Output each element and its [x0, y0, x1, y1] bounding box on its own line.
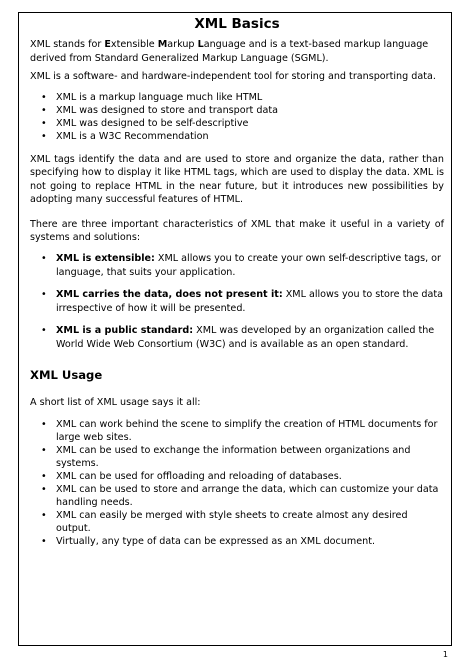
page-title: XML Basics: [194, 16, 280, 32]
basics-list: [30, 91, 444, 143]
list-item: • XML is a markup language much like HTML: [30, 91, 444, 104]
list-item: • XML can work behind the scene to simplify the creation of HTML documents for large web sites.: [30, 418, 444, 444]
characteristic-term: XML is extensible:: [56, 252, 155, 264]
intro-text-2: xtensible: [110, 39, 158, 50]
intro-cap-e: E: [104, 39, 111, 50]
document-body: [30, 16, 444, 548]
page-number: 1: [442, 650, 448, 659]
list-item: • XML was designed to be self-descriptive: [30, 117, 444, 130]
list-item: • XML can be used to exchange the information between organizations and systems.: [30, 444, 444, 470]
list-item: [30, 324, 444, 352]
usage-intro: A short list of XML usage says it all:: [30, 396, 201, 408]
tags-paragraph: XML tags identify the data and are used to store and organize the data, rather than specifying how to display it like HTML tags, which are used to display the data. XML is not going to replace HTML in the near future, but it introduces new possibilities by adopting many successful features of HTML.: [30, 153, 444, 205]
intro-cap-m: M: [157, 39, 168, 50]
characteristics-list: [30, 252, 444, 352]
usage-list: [30, 418, 444, 548]
intro-text-1: XML stands for: [30, 39, 105, 50]
characteristics-paragraph: There are three important characteristics of XML that make it useful in a variety of systems and solutions:: [30, 218, 444, 243]
list-item: • XML can easily be merged with style sheets to create almost any desired output.: [30, 509, 444, 535]
intro-paragraph-2: XML is a software- and hardware-independent tool for storing and transporting data.: [30, 71, 436, 82]
characteristic-term: XML is a public standard:: [56, 324, 194, 336]
list-item: • XML can be used for offloading and reloading of databases.: [30, 470, 444, 483]
characteristic-term: XML carries the data, does not present it:: [56, 288, 283, 300]
list-item: [30, 252, 444, 280]
intro-text-3: arkup: [167, 39, 198, 50]
list-item: [30, 288, 444, 316]
list-item: • XML can be used to store and arrange the data, which can customize your data handling needs.: [30, 483, 444, 509]
intro-text-4: anguage and is a text-based markup language derived from Standard Generalized Markup Language (SGML).: [30, 39, 429, 64]
list-item: • XML was designed to store and transport data: [30, 104, 444, 117]
list-item: • XML is a W3C Recommendation: [30, 130, 444, 143]
characteristic-text: XML was developed by an organization called the World Wide Web Consortium (W3C) and is available as an open standard.: [56, 324, 435, 350]
intro-cap-l: L: [197, 39, 204, 50]
characteristic-text: XML allows you to create your own self-descriptive tags, or language, that suits your application.: [56, 252, 441, 278]
section-heading: XML Usage: [30, 367, 103, 382]
intro-paragraph: [30, 38, 444, 65]
list-item: • Virtually, any type of data can be expressed as an XML document.: [30, 535, 444, 548]
characteristic-text: XML allows you to store the data irrespective of how it will be presented.: [56, 288, 444, 314]
